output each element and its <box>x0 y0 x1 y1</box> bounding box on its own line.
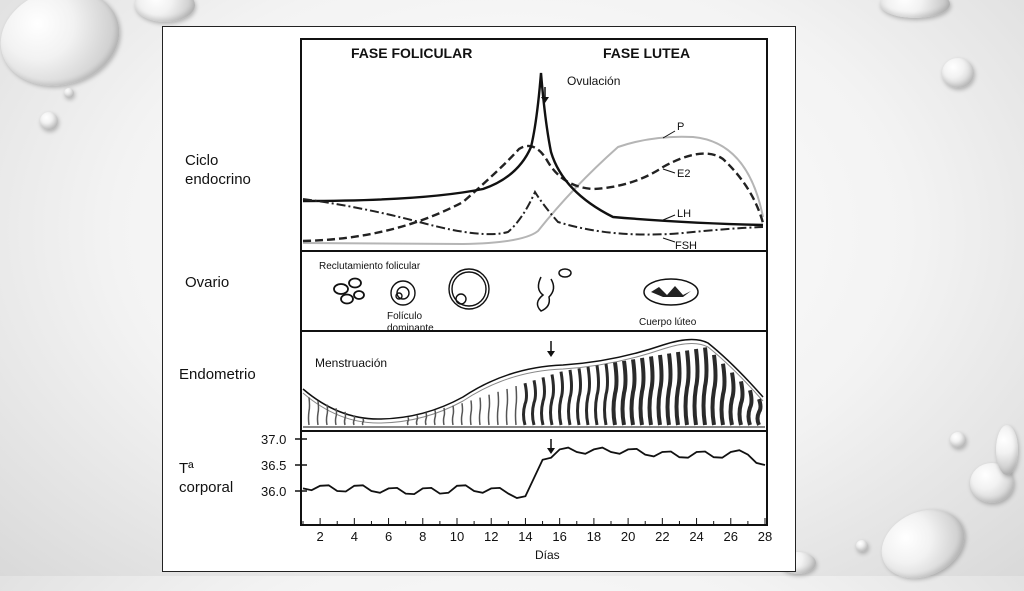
endometrial-gland <box>704 347 707 425</box>
lh-curve <box>303 73 763 225</box>
row-label-endocrine: Ciclo endocrino <box>185 152 251 188</box>
endometrial-gland <box>453 406 454 425</box>
endometrial-gland <box>516 386 517 425</box>
endometrial-gland <box>677 352 680 425</box>
endometrial-gland <box>471 400 472 425</box>
day-tick-label: 2 <box>316 529 324 544</box>
dominant-follicle-label-line1: Folículo <box>387 311 423 322</box>
endocrine-panel-frame <box>301 39 767 251</box>
temp-tick-label: 36.0 <box>261 484 287 499</box>
endometrial-gland <box>578 368 581 425</box>
x-axis-label: Días <box>535 548 560 562</box>
p-curve-label: P <box>677 121 685 133</box>
endometrial-gland <box>551 375 554 425</box>
endometrial-gland <box>336 408 337 425</box>
endometrial-gland <box>668 353 671 425</box>
endometrial-gland <box>507 389 508 425</box>
day-tick-label: 24 <box>689 529 704 544</box>
endometrial-gland <box>560 372 563 425</box>
e2-curve-label: E2 <box>677 168 691 180</box>
day-tick-label: 10 <box>449 529 465 544</box>
endometrial-gland <box>363 419 364 425</box>
endometrial-gland <box>435 410 436 425</box>
endometrial-gland <box>444 408 445 425</box>
dominant-follicle-icon <box>449 269 489 309</box>
fsh-leader-line <box>663 238 675 242</box>
day-tick-label: 16 <box>552 529 567 544</box>
fsh-curve-label: FSH <box>675 240 697 252</box>
water-drop-decoration <box>950 432 966 448</box>
day-tick-label: 6 <box>384 529 393 544</box>
growing-follicle-icon <box>391 281 415 305</box>
endometrial-gland <box>623 361 626 425</box>
endometrial-gland <box>659 355 662 425</box>
estradiol-curve <box>303 146 763 241</box>
day-tick-label: 4 <box>350 529 358 544</box>
endometrial-gland <box>641 358 644 425</box>
body-temperature-line <box>303 448 765 498</box>
recruitment-label: Reclutamiento folicular <box>319 261 421 272</box>
row-label-endometrium: Endometrio <box>179 366 256 383</box>
day-tick-label: 26 <box>723 529 739 544</box>
menstrual-cycle-figure <box>162 26 796 572</box>
dominant-follicle-label-line2: dominante <box>387 323 434 334</box>
endometrial-gland <box>614 362 617 425</box>
endometrial-gland <box>462 403 463 425</box>
endometrial-gland <box>318 401 319 425</box>
endometrial-gland <box>480 398 481 425</box>
endometrial-gland <box>569 370 572 425</box>
lh-leader-line <box>663 215 675 220</box>
water-drop-decoration <box>880 0 950 18</box>
endometrial-gland <box>408 417 409 425</box>
fsh-curve <box>303 192 763 235</box>
endometrial-gland <box>327 405 328 425</box>
day-tick-label: 20 <box>620 529 636 544</box>
ovulation-arrowhead <box>541 97 549 103</box>
day-tick-label: 28 <box>757 529 773 544</box>
endometrial-gland <box>632 359 635 425</box>
day-tick-label: 22 <box>655 529 670 544</box>
water-drop-decoration <box>942 58 974 88</box>
water-drop-decoration <box>135 0 195 22</box>
phase-label-follicular: FASE FOLICULAR <box>351 45 473 61</box>
e2-leader-line <box>663 169 675 173</box>
diagram-svg <box>163 27 795 571</box>
day-tick-label: 8 <box>419 529 427 544</box>
endometrial-gland <box>731 373 734 425</box>
endometrial-gland <box>354 415 355 425</box>
endometrium-ovulation-arrowhead <box>547 351 555 357</box>
water-drop-decoration <box>40 112 58 130</box>
phase-label-luteal: FASE LUTEA <box>603 45 691 61</box>
endometrial-gland <box>758 399 761 425</box>
menstruation-label: Menstruación <box>315 356 388 370</box>
endometrial-gland <box>695 349 698 425</box>
endometrial-gland <box>533 380 536 425</box>
ovulation-label: Ovulación <box>567 74 621 88</box>
endometrial-gland <box>542 377 545 425</box>
endometrial-gland <box>605 364 608 425</box>
endometrial-gland <box>426 413 427 425</box>
lh-curve-label: LH <box>677 208 692 220</box>
water-drop-decoration <box>996 425 1018 475</box>
ruptured-follicle-icon <box>537 269 571 311</box>
endometrial-gland <box>596 365 599 425</box>
corpus-luteum-icon <box>644 279 698 305</box>
corpus-luteum-label: Cuerpo lúteo <box>639 317 697 328</box>
endometrial-gland <box>713 355 716 425</box>
endometrial-gland <box>740 381 743 425</box>
endometrial-gland <box>345 412 346 425</box>
water-drop-decoration <box>871 497 976 591</box>
endometrial-gland <box>722 364 725 425</box>
temp-tick-label: 36.5 <box>261 458 287 473</box>
water-drop-decoration <box>64 88 74 98</box>
endometrial-gland <box>489 395 490 425</box>
day-tick-label: 18 <box>586 529 602 544</box>
row-label-temperature: Tª corporal <box>179 460 234 496</box>
day-tick-label: 12 <box>483 529 499 544</box>
water-drop-decoration <box>856 540 868 552</box>
day-axis-ticks <box>303 518 772 544</box>
temperature-ovulation-arrowhead <box>547 448 555 454</box>
endometrial-gland <box>650 356 653 425</box>
row-label-ovary: Ovario <box>185 274 230 291</box>
water-drop-decoration <box>0 0 130 99</box>
endometrial-gland <box>587 367 590 425</box>
endometrial-gland <box>309 397 310 425</box>
endometrial-gland <box>498 392 499 425</box>
endometrial-gland <box>749 390 752 425</box>
recruited-follicles-icon <box>334 279 364 304</box>
temp-tick-label: 37.0 <box>261 432 287 447</box>
endometrial-gland <box>686 350 689 425</box>
endometrial-gland <box>417 415 418 425</box>
day-tick-label: 14 <box>518 529 533 544</box>
endometrial-gland <box>524 383 527 425</box>
progesterone-curve <box>303 137 763 244</box>
